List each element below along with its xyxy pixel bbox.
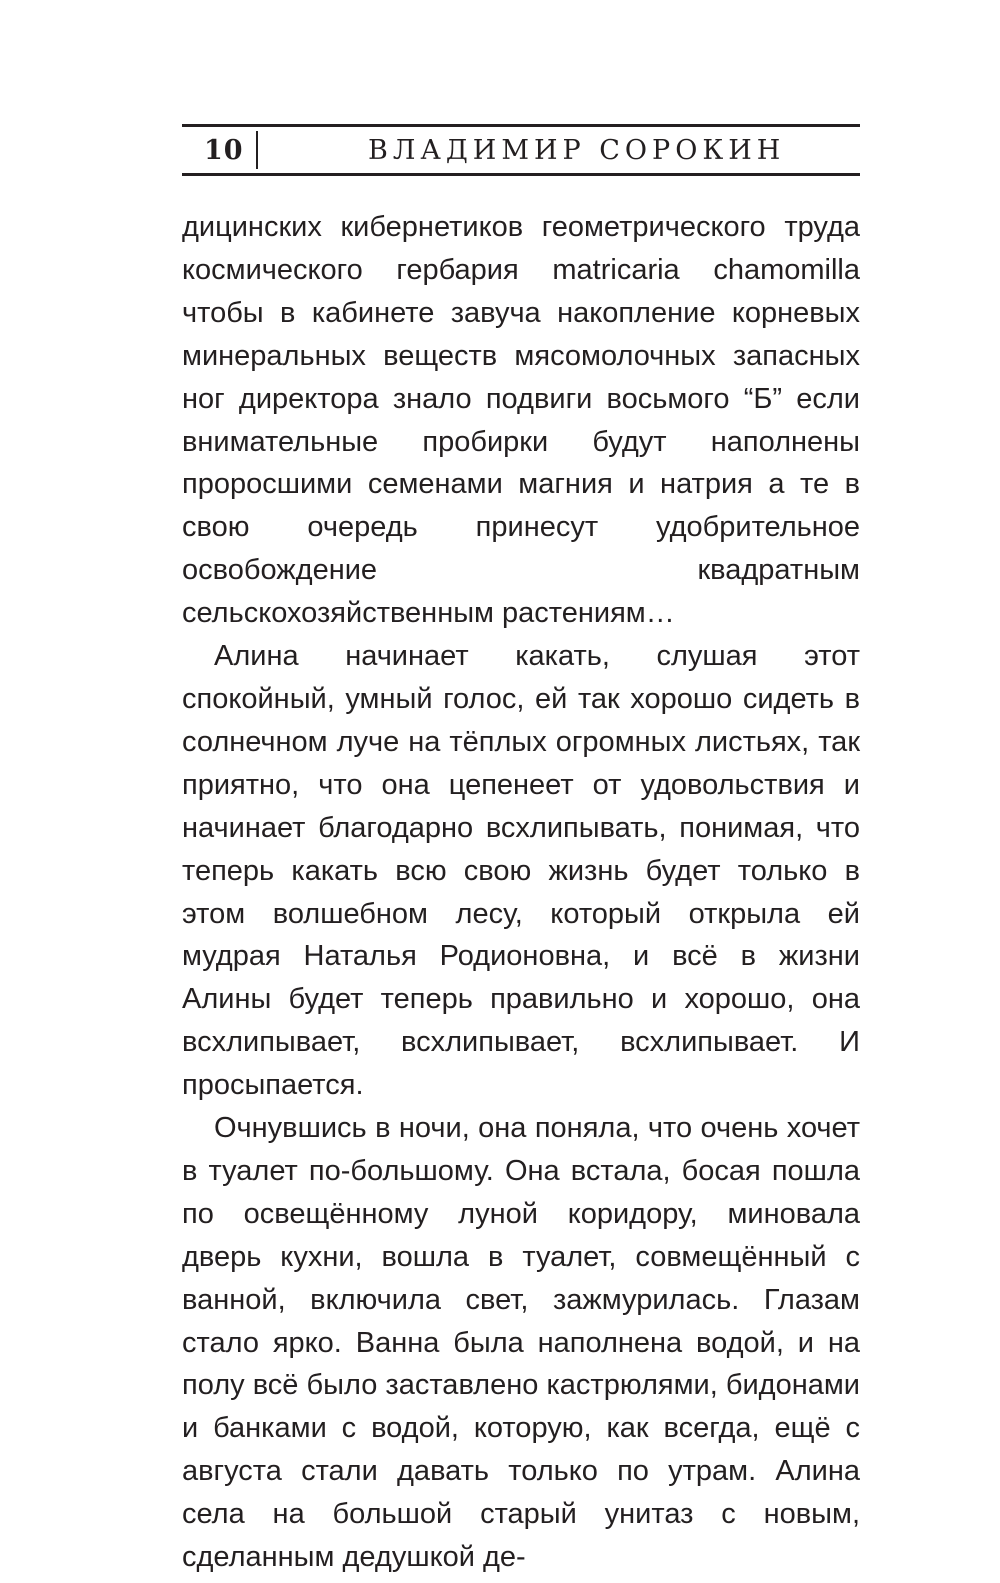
running-header	[182, 124, 860, 176]
header-divider	[256, 131, 258, 169]
author-name: ВЛАДИМИР СОРОКИН	[368, 135, 786, 166]
page-body	[182, 206, 860, 1579]
paragraph: Очнувшись в ночи, она поняла, что очень хочет в туалет по-большому. Она встала, босая пошла по освещённому луной коридору, миновала дверь кухни, вошла в туалет, совмещённый с ванной, включила свет, зажмурилась. Глазам стало ярко. Ванна была наполнена водой, и на полу всё было заставлено кастрюлями, бидонами и банками с водой, которую, как всегда, ещё с августа стали давать только по утрам. Алина села на большой старый унитаз с новым, сделанным дедушкой де-	[182, 1112, 860, 1574]
paragraph-continuation: дицинских кибернетиков геометрического труда космического гербария matricaria chamomilla чтобы в кабинете завуча накопление корневых минеральных веществ мясомолочных запасных ног директора знало подвиги восьмого “Б” если внимательные пробирки будут наполнены проросшими семенами магния и натрия а те в свою очередь принесут удобрительное освобождение квадратным сельскохозяйственным растениям…	[182, 211, 860, 630]
paragraph: Алина начинает какать, слушая этот спокойный, умный голос, ей так хорошо сидеть в солнечном луче на тёплых огромных листьях, так приятно, что она цепенеет от удовольствия и начинает благодарно всхлипывать, понимая, что теперь какать всю свою жизнь будет только в этом волшебном лесу, который открыла ей мудрая Наталья Родионовна, и всё в жизни Алины будет теперь правильно и хорошо, она всхлипывает, всхлипывает, всхлипывает. И просыпается.	[182, 640, 860, 1102]
page-number: 10	[204, 135, 244, 166]
